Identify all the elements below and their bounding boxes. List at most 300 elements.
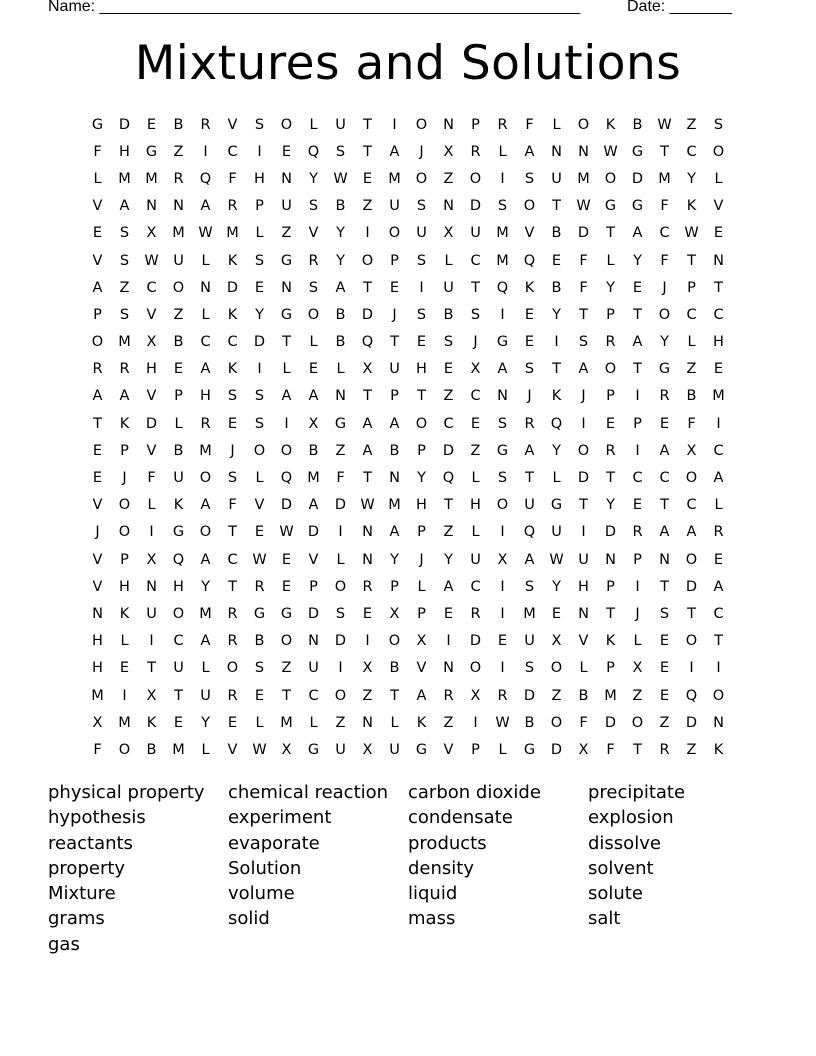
grid-letter[interactable]: N	[443, 116, 454, 133]
grid-letter[interactable]: M	[118, 170, 131, 187]
grid-letter[interactable]: F	[687, 415, 696, 432]
grid-letter[interactable]: X	[281, 741, 292, 758]
grid-letter[interactable]: I	[149, 633, 154, 650]
grid-letter[interactable]: E	[92, 442, 103, 459]
grid-letter[interactable]: Y	[687, 170, 696, 187]
grid-letter[interactable]: D	[604, 524, 617, 541]
grid-letter[interactable]: T	[390, 334, 399, 351]
grid-letter[interactable]: N	[443, 198, 454, 215]
grid-letter[interactable]: E	[308, 361, 319, 378]
grid-letter[interactable]: M	[496, 225, 509, 242]
grid-letter[interactable]: Y	[255, 306, 264, 323]
grid-letter[interactable]: Y	[552, 306, 561, 323]
grid-letter[interactable]: K	[524, 279, 535, 296]
grid-letter[interactable]: X	[686, 442, 697, 459]
grid-letter[interactable]: Z	[443, 170, 454, 187]
grid-letter[interactable]: F	[93, 741, 102, 758]
grid-letter[interactable]: T	[363, 116, 372, 133]
grid-letter[interactable]: T	[363, 279, 372, 296]
grid-letter[interactable]: B	[335, 334, 346, 351]
grid-letter[interactable]: X	[146, 687, 157, 704]
grid-letter[interactable]: N	[92, 605, 103, 622]
grid-letter[interactable]: A	[200, 361, 211, 378]
grid-letter[interactable]: R	[362, 578, 373, 595]
grid-letter[interactable]: W	[495, 714, 510, 731]
grid-letter[interactable]: A	[686, 524, 697, 541]
grid-letter[interactable]: Z	[443, 388, 454, 405]
grid-letter[interactable]: T	[390, 687, 399, 704]
grid-letter[interactable]: R	[713, 524, 724, 541]
grid-letter[interactable]: O	[118, 524, 131, 541]
grid-letter[interactable]: Y	[201, 578, 210, 595]
grid-letter[interactable]: E	[389, 279, 400, 296]
grid-letter[interactable]: R	[497, 687, 508, 704]
grid-letter[interactable]: V	[92, 497, 103, 514]
grid-letter[interactable]: D	[361, 306, 374, 323]
grid-letter[interactable]: I	[203, 143, 208, 160]
grid-letter[interactable]: C	[443, 415, 454, 432]
grid-letter[interactable]: S	[497, 415, 508, 432]
grid-letter[interactable]: B	[173, 116, 184, 133]
grid-letter[interactable]: T	[552, 198, 561, 215]
grid-letter[interactable]: N	[605, 551, 616, 568]
grid-letter[interactable]: Q	[550, 415, 563, 432]
grid-letter[interactable]: F	[660, 198, 669, 215]
grid-letter[interactable]: Z	[173, 306, 184, 323]
grid-letter[interactable]: A	[200, 633, 211, 650]
grid-letter[interactable]: B	[389, 442, 400, 459]
grid-letter[interactable]: A	[713, 470, 724, 487]
grid-letter[interactable]: Y	[336, 252, 345, 269]
grid-letter[interactable]: T	[417, 388, 426, 405]
grid-letter[interactable]: E	[416, 334, 427, 351]
grid-letter[interactable]: E	[659, 687, 670, 704]
grid-letter[interactable]: J	[662, 279, 667, 296]
grid-letter[interactable]: O	[253, 442, 266, 459]
grid-letter[interactable]: P	[606, 388, 615, 405]
grid-letter[interactable]: U	[524, 633, 535, 650]
grid-letter[interactable]: S	[254, 252, 265, 269]
grid-letter[interactable]: Z	[362, 198, 373, 215]
grid-letter[interactable]: O	[577, 116, 590, 133]
grid-letter[interactable]: E	[254, 524, 265, 541]
grid-letter[interactable]: E	[524, 306, 535, 323]
grid-letter[interactable]: T	[363, 143, 372, 160]
grid-letter[interactable]: W	[657, 116, 672, 133]
grid-letter[interactable]: T	[282, 687, 291, 704]
grid-letter[interactable]: B	[335, 306, 346, 323]
grid-letter[interactable]: U	[443, 279, 454, 296]
grid-letter[interactable]: B	[524, 714, 535, 731]
grid-letter[interactable]: Z	[173, 143, 184, 160]
grid-letter[interactable]: M	[307, 470, 320, 487]
grid-letter[interactable]: J	[392, 306, 397, 323]
grid-letter[interactable]: C	[470, 388, 481, 405]
grid-letter[interactable]: D	[469, 198, 482, 215]
grid-letter[interactable]: Z	[659, 714, 670, 731]
grid-letter[interactable]: X	[362, 660, 373, 677]
grid-letter[interactable]: R	[227, 605, 238, 622]
grid-letter[interactable]: G	[280, 306, 293, 323]
grid-letter[interactable]: K	[119, 415, 130, 432]
grid-letter[interactable]: E	[551, 252, 562, 269]
grid-letter[interactable]: V	[227, 741, 238, 758]
grid-letter[interactable]: L	[498, 143, 507, 160]
grid-letter[interactable]: I	[554, 334, 559, 351]
grid-letter[interactable]: F	[579, 252, 588, 269]
grid-letter[interactable]: I	[500, 524, 505, 541]
grid-letter[interactable]: P	[120, 442, 129, 459]
grid-letter[interactable]: Q	[685, 687, 698, 704]
grid-letter[interactable]: Z	[362, 687, 373, 704]
grid-letter[interactable]: I	[689, 660, 694, 677]
grid-letter[interactable]: Y	[552, 578, 561, 595]
grid-letter[interactable]: M	[388, 497, 401, 514]
grid-letter[interactable]: G	[91, 116, 104, 133]
grid-letter[interactable]: Y	[309, 170, 318, 187]
grid-letter[interactable]: L	[255, 470, 264, 487]
grid-letter[interactable]: O	[388, 633, 401, 650]
grid-letter[interactable]: Q	[496, 279, 509, 296]
grid-letter[interactable]: O	[685, 551, 698, 568]
grid-letter[interactable]: D	[577, 225, 590, 242]
grid-letter[interactable]: S	[308, 198, 319, 215]
grid-letter[interactable]: T	[633, 361, 642, 378]
grid-letter[interactable]: O	[523, 198, 536, 215]
grid-letter[interactable]: L	[255, 225, 264, 242]
grid-letter[interactable]: W	[198, 225, 213, 242]
grid-letter[interactable]: D	[307, 605, 320, 622]
grid-letter[interactable]: M	[118, 714, 131, 731]
grid-letter[interactable]: U	[389, 361, 400, 378]
grid-letter[interactable]: C	[632, 470, 643, 487]
grid-letter[interactable]: W	[252, 741, 267, 758]
grid-letter[interactable]: T	[363, 470, 372, 487]
grid-letter[interactable]: X	[470, 687, 481, 704]
grid-letter[interactable]: C	[686, 143, 697, 160]
grid-letter[interactable]: G	[550, 497, 563, 514]
grid-letter[interactable]: W	[279, 524, 294, 541]
grid-letter[interactable]: R	[92, 361, 103, 378]
grid-letter[interactable]: O	[496, 497, 509, 514]
grid-letter[interactable]: D	[307, 524, 320, 541]
grid-letter[interactable]: A	[632, 225, 643, 242]
grid-letter[interactable]: R	[605, 442, 616, 459]
grid-letter[interactable]: I	[257, 361, 262, 378]
grid-letter[interactable]: X	[389, 605, 400, 622]
grid-letter[interactable]: K	[416, 714, 427, 731]
grid-letter[interactable]: H	[92, 660, 103, 677]
grid-letter[interactable]: A	[389, 143, 400, 160]
grid-letter[interactable]: C	[227, 143, 238, 160]
grid-letter[interactable]: A	[524, 442, 535, 459]
grid-letter[interactable]: V	[254, 497, 265, 514]
grid-letter[interactable]: A	[497, 361, 508, 378]
grid-letter[interactable]: P	[417, 442, 426, 459]
grid-letter[interactable]: R	[497, 116, 508, 133]
grid-letter[interactable]: E	[227, 714, 238, 731]
grid-letter[interactable]: H	[713, 334, 724, 351]
grid-letter[interactable]: I	[716, 415, 721, 432]
grid-letter[interactable]: O	[631, 714, 644, 731]
grid-letter[interactable]: Z	[686, 116, 697, 133]
grid-letter[interactable]: I	[257, 143, 262, 160]
grid-letter[interactable]: I	[473, 714, 478, 731]
grid-letter[interactable]: O	[604, 170, 617, 187]
grid-letter[interactable]: O	[280, 116, 293, 133]
grid-letter[interactable]: T	[714, 633, 723, 650]
grid-letter[interactable]: A	[524, 143, 535, 160]
grid-letter[interactable]: T	[687, 252, 696, 269]
grid-letter[interactable]: V	[146, 388, 157, 405]
grid-letter[interactable]: U	[281, 198, 292, 215]
grid-letter[interactable]: J	[419, 551, 424, 568]
grid-letter[interactable]: N	[146, 578, 157, 595]
grid-letter[interactable]: E	[497, 633, 508, 650]
grid-letter[interactable]: K	[227, 361, 238, 378]
grid-letter[interactable]: E	[362, 605, 373, 622]
grid-letter[interactable]: V	[92, 578, 103, 595]
grid-letter[interactable]: H	[119, 143, 130, 160]
grid-letter[interactable]: C	[713, 306, 724, 323]
grid-letter[interactable]: I	[365, 633, 370, 650]
grid-letter[interactable]: O	[91, 334, 104, 351]
grid-letter[interactable]: D	[253, 334, 266, 351]
grid-letter[interactable]: N	[335, 388, 346, 405]
grid-letter[interactable]: E	[659, 633, 670, 650]
grid-letter[interactable]: I	[392, 116, 397, 133]
grid-letter[interactable]: L	[309, 334, 318, 351]
grid-letter[interactable]: F	[93, 143, 102, 160]
grid-letter[interactable]: C	[686, 306, 697, 323]
grid-letter[interactable]: S	[254, 415, 265, 432]
grid-letter[interactable]: S	[416, 198, 427, 215]
grid-letter[interactable]: Q	[307, 143, 320, 160]
grid-letter[interactable]: V	[92, 551, 103, 568]
grid-letter[interactable]: T	[606, 605, 615, 622]
grid-letter[interactable]: E	[659, 415, 670, 432]
grid-letter[interactable]: R	[470, 143, 481, 160]
grid-letter[interactable]: M	[118, 334, 131, 351]
grid-letter[interactable]: T	[633, 741, 642, 758]
grid-letter[interactable]: N	[362, 714, 373, 731]
grid-letter[interactable]: J	[122, 470, 127, 487]
grid-letter[interactable]: S	[524, 170, 535, 187]
grid-letter[interactable]: P	[471, 741, 480, 758]
grid-letter[interactable]: M	[496, 252, 509, 269]
grid-letter[interactable]: X	[551, 633, 562, 650]
grid-letter[interactable]: I	[581, 415, 586, 432]
grid-letter[interactable]: M	[658, 170, 671, 187]
grid-letter[interactable]: S	[524, 660, 535, 677]
grid-letter[interactable]: Y	[390, 551, 399, 568]
grid-letter[interactable]: Z	[686, 361, 697, 378]
date-field[interactable]: Date: _______	[627, 0, 732, 15]
grid-letter[interactable]: C	[227, 334, 238, 351]
grid-letter[interactable]: T	[228, 524, 237, 541]
grid-letter[interactable]: H	[200, 388, 211, 405]
grid-letter[interactable]: T	[471, 279, 480, 296]
grid-letter[interactable]: C	[713, 442, 724, 459]
grid-letter[interactable]: I	[635, 388, 640, 405]
grid-letter[interactable]: L	[498, 741, 507, 758]
grid-letter[interactable]: G	[496, 334, 509, 351]
grid-letter[interactable]: O	[550, 660, 563, 677]
grid-letter[interactable]: V	[416, 660, 427, 677]
grid-letter[interactable]: L	[147, 497, 156, 514]
grid-letter[interactable]: A	[389, 415, 400, 432]
grid-letter[interactable]: H	[146, 361, 157, 378]
grid-letter[interactable]: G	[145, 143, 158, 160]
grid-letter[interactable]: T	[525, 470, 534, 487]
grid-letter[interactable]: I	[635, 442, 640, 459]
grid-letter[interactable]: R	[173, 170, 184, 187]
grid-letter[interactable]: A	[659, 524, 670, 541]
grid-letter[interactable]: E	[632, 279, 643, 296]
grid-letter[interactable]: I	[581, 524, 586, 541]
grid-letter[interactable]: A	[200, 497, 211, 514]
grid-letter[interactable]: S	[119, 225, 130, 242]
grid-letter[interactable]: I	[284, 415, 289, 432]
grid-letter[interactable]: A	[389, 524, 400, 541]
grid-letter[interactable]: T	[606, 225, 615, 242]
grid-letter[interactable]: X	[416, 633, 427, 650]
grid-letter[interactable]: S	[308, 279, 319, 296]
grid-letter[interactable]: Q	[361, 334, 374, 351]
grid-letter[interactable]: A	[713, 578, 724, 595]
grid-letter[interactable]: I	[500, 605, 505, 622]
grid-letter[interactable]: L	[471, 470, 480, 487]
grid-letter[interactable]: S	[335, 605, 346, 622]
grid-letter[interactable]: X	[443, 225, 454, 242]
grid-letter[interactable]: E	[362, 170, 373, 187]
grid-letter[interactable]: U	[389, 741, 400, 758]
grid-letter[interactable]: C	[713, 605, 724, 622]
grid-letter[interactable]: G	[415, 741, 428, 758]
grid-letter[interactable]: C	[146, 279, 157, 296]
grid-letter[interactable]: D	[118, 116, 131, 133]
grid-letter[interactable]: H	[92, 633, 103, 650]
grid-letter[interactable]: G	[631, 198, 644, 215]
grid-letter[interactable]: X	[443, 143, 454, 160]
grid-letter[interactable]: R	[200, 116, 211, 133]
grid-letter[interactable]: S	[335, 143, 346, 160]
grid-letter[interactable]: L	[417, 578, 426, 595]
grid-letter[interactable]: U	[578, 551, 589, 568]
grid-letter[interactable]: X	[632, 660, 643, 677]
grid-letter[interactable]: O	[334, 687, 347, 704]
grid-letter[interactable]: D	[550, 741, 563, 758]
grid-letter[interactable]: L	[687, 334, 696, 351]
grid-letter[interactable]: S	[254, 388, 265, 405]
grid-letter[interactable]: S	[227, 388, 238, 405]
grid-letter[interactable]: P	[120, 551, 129, 568]
grid-letter[interactable]: Z	[470, 442, 481, 459]
grid-letter[interactable]: M	[91, 687, 104, 704]
grid-letter[interactable]: H	[173, 578, 184, 595]
grid-letter[interactable]: S	[578, 334, 589, 351]
grid-letter[interactable]: B	[443, 306, 454, 323]
grid-letter[interactable]: L	[714, 497, 723, 514]
grid-letter[interactable]: E	[281, 143, 292, 160]
grid-letter[interactable]: O	[712, 687, 725, 704]
grid-letter[interactable]: O	[118, 741, 131, 758]
grid-letter[interactable]: U	[335, 116, 346, 133]
grid-letter[interactable]: F	[579, 714, 588, 731]
grid-letter[interactable]: M	[172, 741, 185, 758]
grid-letter[interactable]: W	[333, 170, 348, 187]
grid-letter[interactable]: G	[280, 252, 293, 269]
grid-letter[interactable]: Y	[201, 714, 210, 731]
grid-letter[interactable]: Y	[552, 442, 561, 459]
grid-letter[interactable]: Z	[335, 442, 346, 459]
grid-letter[interactable]: U	[308, 660, 319, 677]
grid-letter[interactable]: B	[632, 116, 643, 133]
grid-letter[interactable]: W	[144, 252, 159, 269]
grid-letter[interactable]: S	[470, 306, 481, 323]
grid-letter[interactable]: L	[201, 660, 210, 677]
grid-letter[interactable]: I	[122, 687, 127, 704]
grid-letter[interactable]: O	[415, 116, 428, 133]
grid-letter[interactable]: D	[280, 497, 293, 514]
grid-letter[interactable]: V	[92, 252, 103, 269]
grid-letter[interactable]: K	[605, 633, 616, 650]
grid-letter[interactable]: Q	[280, 470, 293, 487]
grid-letter[interactable]: L	[201, 306, 210, 323]
grid-letter[interactable]: P	[417, 524, 426, 541]
grid-letter[interactable]: W	[252, 551, 267, 568]
grid-letter[interactable]: R	[443, 687, 454, 704]
grid-letter[interactable]: B	[308, 442, 319, 459]
grid-letter[interactable]: I	[716, 660, 721, 677]
grid-letter[interactable]: D	[334, 497, 347, 514]
grid-letter[interactable]: Y	[606, 279, 615, 296]
grid-letter[interactable]: M	[280, 714, 293, 731]
grid-letter[interactable]: E	[443, 605, 454, 622]
grid-letter[interactable]: I	[149, 524, 154, 541]
grid-letter[interactable]: O	[280, 633, 293, 650]
grid-letter[interactable]: K	[227, 252, 238, 269]
grid-letter[interactable]: K	[173, 497, 184, 514]
grid-letter[interactable]: E	[713, 551, 724, 568]
grid-letter[interactable]: Z	[686, 741, 697, 758]
grid-letter[interactable]: J	[230, 442, 235, 459]
grid-letter[interactable]: K	[686, 198, 697, 215]
grid-letter[interactable]: M	[199, 442, 212, 459]
grid-letter[interactable]: E	[173, 714, 184, 731]
grid-letter[interactable]: B	[551, 279, 562, 296]
grid-letter[interactable]: L	[633, 633, 642, 650]
grid-letter[interactable]: N	[497, 388, 508, 405]
grid-letter[interactable]: X	[362, 741, 373, 758]
grid-letter[interactable]: C	[173, 633, 184, 650]
grid-letter[interactable]: I	[365, 225, 370, 242]
grid-letter[interactable]: L	[309, 714, 318, 731]
grid-letter[interactable]: P	[174, 388, 183, 405]
grid-letter[interactable]: P	[390, 252, 399, 269]
grid-letter[interactable]: O	[550, 714, 563, 731]
grid-letter[interactable]: E	[443, 361, 454, 378]
grid-letter[interactable]: S	[524, 578, 535, 595]
grid-letter[interactable]: G	[280, 605, 293, 622]
grid-letter[interactable]: J	[95, 524, 100, 541]
grid-letter[interactable]: Z	[119, 279, 130, 296]
grid-letter[interactable]: E	[713, 361, 724, 378]
grid-letter[interactable]: E	[92, 225, 103, 242]
grid-letter[interactable]: T	[579, 497, 588, 514]
grid-letter[interactable]: A	[119, 198, 130, 215]
grid-letter[interactable]: A	[578, 361, 589, 378]
